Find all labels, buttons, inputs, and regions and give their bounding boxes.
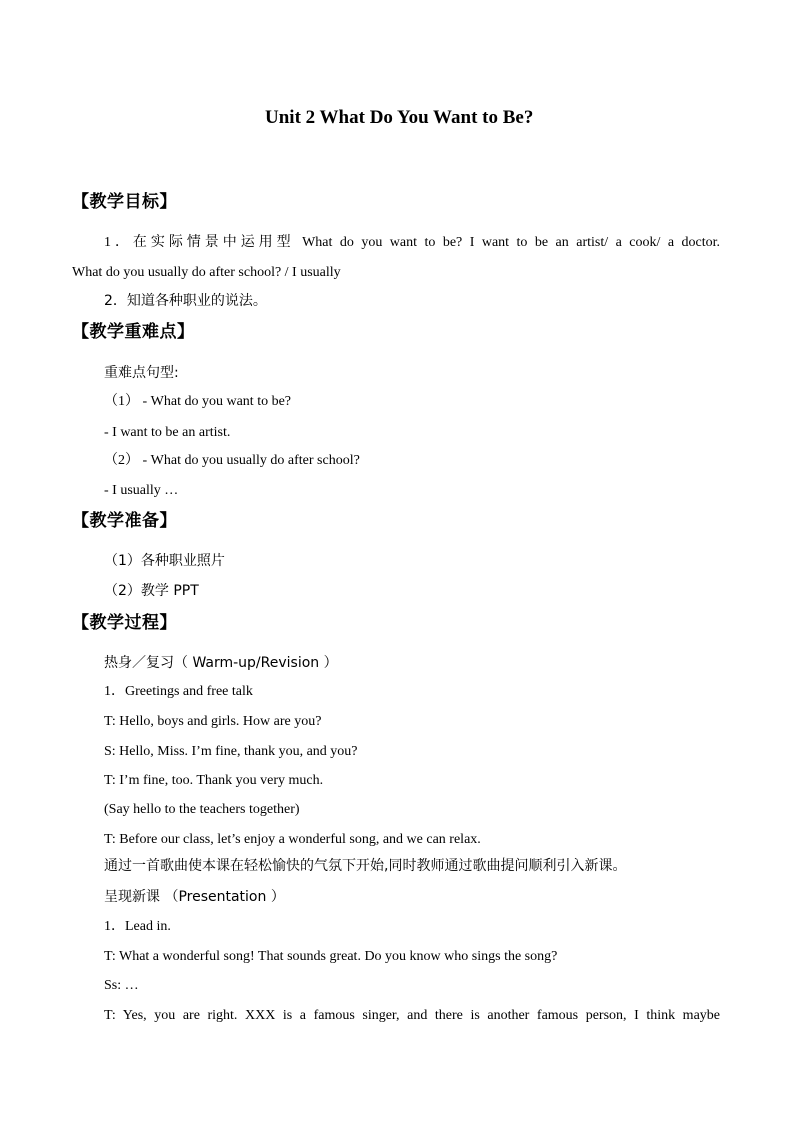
key-point-question-2: （2） - What do you usually do after school? [104, 453, 360, 468]
dialogue-line-t3: T: Before our class, let’s enjoy a wonderful song, and we can relax. [104, 832, 481, 847]
dialogue-line-ss: Ss: … [104, 978, 139, 993]
dialogue-line-s1: S: Hello, Miss. I’m fine, thank you, and you? [104, 744, 358, 759]
dialogue-line-t5: T: Yes, you are right. XXX is a famous singer, and there is another famous person, I think maybe [104, 1008, 720, 1023]
warmup-step-1: 1．Greetings and free talk [104, 684, 253, 699]
key-points-intro: 重难点句型: [104, 365, 179, 381]
warmup-title: 热身／复习（ Warm-up/Revision ） [104, 655, 338, 671]
dialogue-line-t1: T: Hello, boys and girls. How are you? [104, 714, 322, 729]
key-point-answer-1: - I want to be an artist. [104, 425, 231, 440]
section-heading-process: 【教学过程】 [72, 613, 177, 633]
objective-line-1: 1．在实际情景中运用型 What do you want to be? I want to be an artist/ a cook/ a doctor. [104, 235, 720, 250]
section-heading-preparation: 【教学准备】 [72, 511, 177, 531]
section-heading-key-points: 【教学重难点】 [72, 322, 195, 342]
dialogue-line-t4: T: What a wonderful song! That sounds great. Do you know who sings the song? [104, 949, 558, 964]
objective-line-3: 2．知道各种职业的说法。 [104, 293, 267, 309]
key-point-question-1: （1） - What do you want to be? [104, 394, 292, 409]
preparation-item-1: （1）各种职业照片 [104, 553, 225, 569]
chinese-teaching-note: 通过一首歌曲使本课在轻松愉快的气氛下开始,同时教师通过歌曲提问顺利引入新课。 [104, 858, 627, 874]
section-heading-objectives: 【教学目标】 [72, 192, 177, 212]
key-point-answer-2: - I usually … [104, 483, 179, 498]
dialogue-line-t2: T: I’m fine, too. Thank you very much. [104, 773, 324, 788]
presentation-title: 呈现新课 （Presentation ） [104, 889, 285, 905]
stage-note: (Say hello to the teachers together) [104, 802, 300, 817]
preparation-item-2: （2）教学 PPT [104, 583, 199, 599]
objective-line-2: What do you usually do after school? / I usually [72, 265, 341, 280]
lead-in-step: 1．Lead in. [104, 919, 171, 934]
document-title: Unit 2 What Do You Want to Be? [265, 107, 534, 128]
